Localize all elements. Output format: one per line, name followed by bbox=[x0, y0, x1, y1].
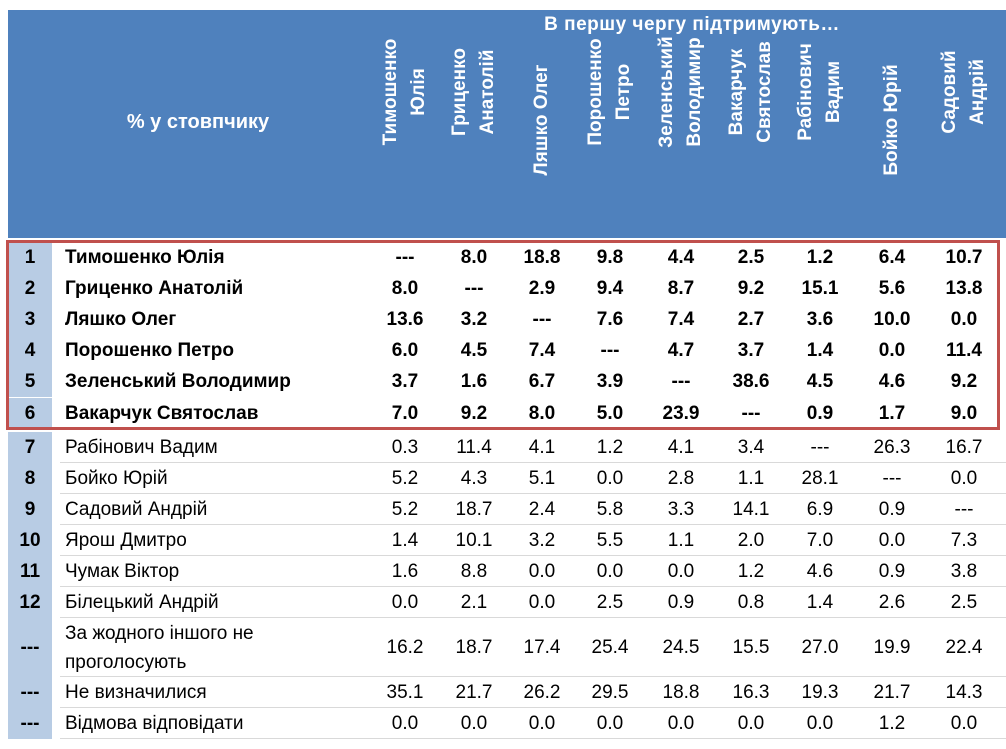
value-cell: 1.2 bbox=[878, 712, 906, 734]
value-cell: 11.4 bbox=[456, 436, 492, 458]
value-cell: 8.0 bbox=[528, 402, 556, 424]
value-cell: 5.2 bbox=[391, 467, 419, 489]
value-cell: 0.0 bbox=[391, 591, 419, 613]
value-cell: 3.8 bbox=[950, 560, 978, 582]
value-cell: 0.9 bbox=[667, 591, 695, 613]
value-cell: 15.1 bbox=[801, 277, 839, 299]
value-cell: 13.6 bbox=[386, 308, 424, 330]
value-cell: 0.0 bbox=[667, 560, 695, 582]
value-cell: 26.3 bbox=[873, 436, 911, 458]
table-row bbox=[8, 618, 1006, 677]
table-row bbox=[8, 463, 1006, 494]
column-header bbox=[852, 64, 932, 224]
value-cell: 9.2 bbox=[737, 277, 765, 299]
column-header-label bbox=[653, 16, 709, 168]
value-cell: 5.2 bbox=[391, 498, 419, 520]
value-cell: 3.2 bbox=[528, 529, 556, 551]
value-cell: 9.0 bbox=[950, 402, 978, 424]
row-label: Гриценко Анатолій bbox=[65, 277, 244, 299]
row-label: Відмова відповідати bbox=[65, 712, 244, 734]
row-label: Не визначилися bbox=[65, 681, 207, 703]
value-cell: 1.1 bbox=[737, 467, 765, 489]
column-header-label bbox=[723, 16, 779, 168]
value-cell: 0.0 bbox=[878, 339, 906, 361]
value-cell: 4.6 bbox=[878, 370, 906, 392]
column-header-line: Гриценко bbox=[449, 48, 470, 136]
value-cell: 1.4 bbox=[806, 591, 834, 613]
column-header-line: Андрій bbox=[967, 59, 988, 125]
value-cell: 1.1 bbox=[667, 529, 695, 551]
value-cell: 0.0 bbox=[528, 712, 556, 734]
row-label bbox=[65, 618, 254, 677]
row-label: Тимошенко Юлія bbox=[65, 246, 225, 268]
row-number: 7 bbox=[8, 432, 52, 463]
column-header-line: Володимир bbox=[684, 37, 705, 147]
value-cell: 0.0 bbox=[950, 467, 978, 489]
value-cell: 0.0 bbox=[391, 712, 419, 734]
value-cell: 35.1 bbox=[386, 681, 424, 703]
row-label: Вакарчук Святослав bbox=[65, 402, 259, 424]
value-cell: 16.2 bbox=[386, 636, 424, 658]
column-header-label bbox=[528, 44, 556, 196]
value-cell: 1.2 bbox=[806, 246, 834, 268]
row-number: 5 bbox=[8, 366, 52, 397]
row-number: 1 bbox=[8, 242, 52, 273]
table-header bbox=[8, 10, 1006, 238]
column-header-line: Ляшко Олег bbox=[531, 64, 552, 176]
value-cell: 4.5 bbox=[806, 370, 834, 392]
row-label-line: За жодного іншого не bbox=[65, 622, 254, 644]
value-cell: 17.4 bbox=[523, 636, 561, 658]
row-number: --- bbox=[8, 677, 52, 708]
value-cell: 2.6 bbox=[878, 591, 906, 613]
header-super-title: В першу чергу підтримують… bbox=[544, 14, 840, 35]
value-cell: --- bbox=[532, 308, 552, 330]
value-cell: 0.0 bbox=[460, 712, 488, 734]
value-cell: --- bbox=[954, 498, 974, 520]
column-header-label bbox=[582, 16, 638, 168]
value-cell: 1.4 bbox=[806, 339, 834, 361]
column-header bbox=[711, 41, 791, 224]
value-cell: 1.2 bbox=[596, 436, 624, 458]
value-cell: 5.8 bbox=[596, 498, 624, 520]
value-cell: 2.5 bbox=[596, 591, 624, 613]
column-header-label bbox=[936, 16, 992, 168]
value-cell: 0.0 bbox=[878, 529, 906, 551]
column-header-line: Вадим bbox=[823, 60, 844, 124]
row-number: 4 bbox=[8, 335, 52, 366]
value-cell: 6.0 bbox=[391, 339, 419, 361]
column-header-label bbox=[792, 16, 848, 168]
value-cell: 7.6 bbox=[596, 308, 624, 330]
value-cell: 1.2 bbox=[737, 560, 765, 582]
highlight-frame bbox=[6, 240, 1000, 430]
value-cell: 22.4 bbox=[945, 636, 983, 658]
value-cell: 10.1 bbox=[455, 529, 493, 551]
row-number: 2 bbox=[8, 273, 52, 304]
value-cell: 8.0 bbox=[391, 277, 419, 299]
column-header-label bbox=[446, 16, 502, 168]
value-cell: 18.7 bbox=[455, 498, 493, 520]
value-cell: 3.7 bbox=[737, 339, 765, 361]
value-cell: 27.0 bbox=[801, 636, 839, 658]
column-header-line: Петро bbox=[613, 63, 634, 121]
column-header-line: Анатолій bbox=[477, 49, 498, 135]
value-cell: 0.9 bbox=[806, 402, 834, 424]
value-cell: 19.9 bbox=[873, 636, 911, 658]
value-cell: 0.0 bbox=[806, 712, 834, 734]
value-cell: 6.9 bbox=[806, 498, 834, 520]
row-label-line: проголосують bbox=[65, 651, 187, 673]
column-header-line: Порошенко bbox=[585, 38, 606, 146]
row-label: Бойко Юрій bbox=[65, 467, 168, 489]
row-label: Зеленський Володимир bbox=[65, 370, 291, 392]
value-cell: 18.8 bbox=[662, 681, 700, 703]
value-cell: 0.0 bbox=[950, 712, 978, 734]
value-cell: 4.1 bbox=[528, 436, 556, 458]
column-header bbox=[365, 38, 445, 224]
column-header bbox=[641, 36, 721, 224]
value-cell: --- bbox=[671, 370, 691, 392]
value-cell: 7.4 bbox=[528, 339, 556, 361]
value-cell: 0.3 bbox=[391, 436, 419, 458]
value-cell: 15.5 bbox=[732, 636, 770, 658]
row-number: 12 bbox=[8, 587, 52, 618]
row-number: 11 bbox=[8, 556, 52, 587]
value-cell: 13.8 bbox=[945, 277, 983, 299]
value-cell: 1.4 bbox=[391, 529, 419, 551]
value-cell: 4.5 bbox=[460, 339, 488, 361]
value-cell: 0.0 bbox=[737, 712, 765, 734]
row-number: --- bbox=[8, 618, 52, 677]
value-cell: 0.0 bbox=[596, 712, 624, 734]
value-cell: 16.7 bbox=[945, 436, 983, 458]
value-cell: 6.7 bbox=[528, 370, 556, 392]
value-cell: 14.3 bbox=[945, 681, 983, 703]
value-cell: 7.0 bbox=[806, 529, 834, 551]
value-cell: 1.6 bbox=[460, 370, 488, 392]
table-row bbox=[8, 494, 1006, 525]
value-cell: 25.4 bbox=[591, 636, 629, 658]
column-header bbox=[924, 50, 1004, 224]
value-cell: 5.6 bbox=[878, 277, 906, 299]
value-cell: 3.3 bbox=[667, 498, 695, 520]
value-cell: --- bbox=[810, 436, 830, 458]
value-cell: 2.4 bbox=[528, 498, 556, 520]
row-number: 6 bbox=[8, 398, 52, 429]
table-row bbox=[8, 587, 1006, 618]
row-label-lines bbox=[65, 619, 254, 677]
value-cell: 1.7 bbox=[878, 402, 906, 424]
value-cell: 38.6 bbox=[732, 370, 770, 392]
value-cell: 5.1 bbox=[528, 467, 556, 489]
value-cell: 21.7 bbox=[455, 681, 493, 703]
value-cell: 3.9 bbox=[596, 370, 624, 392]
table-row bbox=[8, 432, 1006, 463]
value-cell: --- bbox=[741, 402, 761, 424]
row-number: 10 bbox=[8, 525, 52, 556]
value-cell: 9.2 bbox=[950, 370, 978, 392]
value-cell: 3.2 bbox=[460, 308, 488, 330]
value-cell: 21.7 bbox=[873, 681, 911, 703]
table-row bbox=[8, 677, 1006, 708]
column-header-label bbox=[878, 44, 906, 196]
value-cell: 2.7 bbox=[737, 308, 765, 330]
value-cell: 5.0 bbox=[596, 402, 624, 424]
value-cell: 8.0 bbox=[460, 246, 488, 268]
row-number: 9 bbox=[8, 494, 52, 525]
value-cell: 2.5 bbox=[950, 591, 978, 613]
value-cell: 2.9 bbox=[528, 277, 556, 299]
row-label: Порошенко Петро bbox=[65, 339, 234, 361]
value-cell: 2.0 bbox=[737, 529, 765, 551]
value-cell: --- bbox=[464, 277, 484, 299]
value-cell: 26.2 bbox=[523, 681, 561, 703]
value-cell: 14.1 bbox=[732, 498, 770, 520]
value-cell: 0.0 bbox=[596, 467, 624, 489]
value-cell: 2.8 bbox=[667, 467, 695, 489]
value-cell: 3.6 bbox=[806, 308, 834, 330]
value-cell: 24.5 bbox=[662, 636, 700, 658]
value-cell: 29.5 bbox=[591, 681, 629, 703]
row-label: Садовий Андрій bbox=[65, 498, 208, 520]
row-label: Ярош Дмитро bbox=[65, 529, 187, 551]
value-cell: 16.3 bbox=[732, 681, 770, 703]
value-cell: 4.4 bbox=[667, 246, 695, 268]
value-cell: --- bbox=[600, 339, 620, 361]
table-row bbox=[8, 556, 1006, 587]
value-cell: 0.0 bbox=[950, 308, 978, 330]
value-cell: 2.1 bbox=[460, 591, 488, 613]
column-header bbox=[780, 43, 860, 224]
value-cell: 23.9 bbox=[662, 402, 700, 424]
column-header-label bbox=[377, 16, 433, 168]
row-label: Рабінович Вадим bbox=[65, 436, 218, 458]
column-header-line: Зеленський bbox=[656, 36, 677, 148]
value-cell: 0.9 bbox=[878, 498, 906, 520]
value-cell: 9.2 bbox=[460, 402, 488, 424]
value-cell: 0.0 bbox=[667, 712, 695, 734]
value-cell: 18.7 bbox=[455, 636, 493, 658]
value-cell: 1.6 bbox=[391, 560, 419, 582]
value-cell: 5.5 bbox=[596, 529, 624, 551]
value-cell: 0.0 bbox=[596, 560, 624, 582]
value-cell: 0.9 bbox=[878, 560, 906, 582]
value-cell: 7.3 bbox=[950, 529, 978, 551]
row-divider bbox=[60, 738, 1006, 739]
row-number: 3 bbox=[8, 304, 52, 335]
value-cell: 3.7 bbox=[391, 370, 419, 392]
value-cell: 4.6 bbox=[806, 560, 834, 582]
value-cell: 8.7 bbox=[667, 277, 695, 299]
value-cell: 9.8 bbox=[596, 246, 624, 268]
value-cell: 11.4 bbox=[946, 339, 982, 361]
value-cell: 7.0 bbox=[391, 402, 419, 424]
column-header-line: Святослав bbox=[754, 41, 775, 143]
value-cell: 7.4 bbox=[667, 308, 695, 330]
value-cell: 4.1 bbox=[667, 436, 695, 458]
value-cell: 19.3 bbox=[801, 681, 839, 703]
value-cell: --- bbox=[395, 246, 415, 268]
table-row bbox=[8, 525, 1006, 556]
value-cell: 10.7 bbox=[945, 246, 983, 268]
value-cell: --- bbox=[882, 467, 902, 489]
value-cell: 4.7 bbox=[667, 339, 695, 361]
value-cell: 0.0 bbox=[528, 591, 556, 613]
row-label: Білецький Андрій bbox=[65, 591, 219, 613]
row-label: Чумак Віктор bbox=[65, 560, 180, 582]
value-cell: 28.1 bbox=[801, 467, 839, 489]
table-row bbox=[8, 708, 1006, 739]
value-cell: 4.3 bbox=[460, 467, 488, 489]
column-header-line: Юлія bbox=[408, 68, 429, 116]
value-cell: 0.0 bbox=[528, 560, 556, 582]
row-number: 8 bbox=[8, 463, 52, 494]
column-header-line: Бойко Юрій bbox=[881, 64, 902, 176]
column-header-line: Вакарчук bbox=[726, 48, 747, 136]
value-cell: 10.0 bbox=[873, 308, 911, 330]
value-cell: 9.4 bbox=[596, 277, 624, 299]
row-number: --- bbox=[8, 708, 52, 739]
column-header-line: Садовий bbox=[939, 50, 960, 134]
value-cell: 3.4 bbox=[737, 436, 765, 458]
value-cell: 8.8 bbox=[460, 560, 488, 582]
value-cell: 6.4 bbox=[878, 246, 906, 268]
column-header-line: Тимошенко bbox=[380, 38, 401, 146]
header-corner-label: % у стовпчику bbox=[126, 111, 270, 133]
value-cell: 18.8 bbox=[523, 246, 561, 268]
row-label: Ляшко Олег bbox=[65, 308, 177, 330]
column-header bbox=[570, 38, 650, 224]
value-cell: 0.8 bbox=[737, 591, 765, 613]
column-header-line: Рабінович bbox=[795, 43, 816, 141]
value-cell: 2.5 bbox=[737, 246, 765, 268]
